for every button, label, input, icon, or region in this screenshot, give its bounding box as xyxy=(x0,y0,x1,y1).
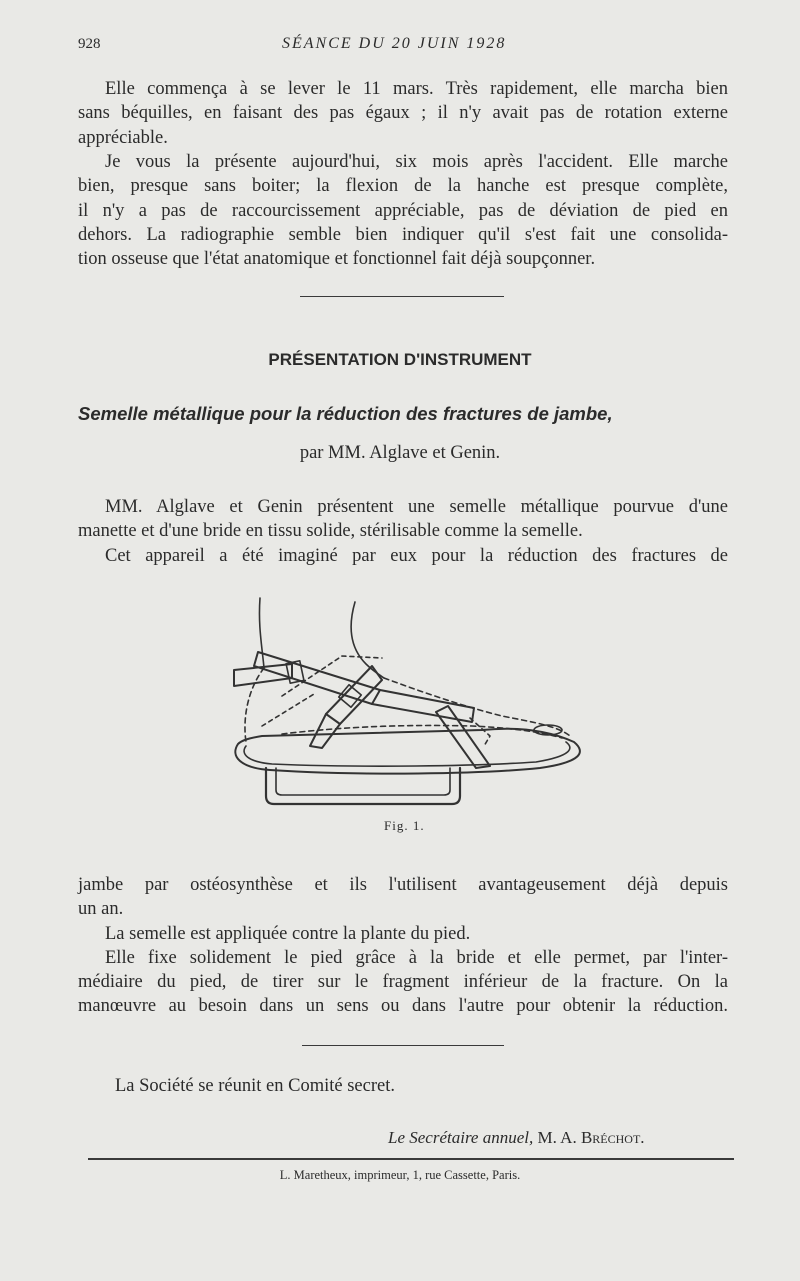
signature-role: Le Secrétaire annuel, xyxy=(388,1128,534,1147)
text-line: médiaire du pied, de tirer sur le fragment inférieur de la fracture. On la xyxy=(78,972,728,993)
signature xyxy=(388,1128,645,1148)
text-line: manœuvre au besoin dans un sens ou dans l'autre pour obtenir la réduction. xyxy=(78,996,728,1017)
footer-rule xyxy=(88,1158,734,1160)
text-line: Elle fixe solidement le pied grâce à la bride et elle permet, par l'inter- xyxy=(105,947,728,968)
section-divider xyxy=(300,296,504,297)
society-line: La Société se réunit en Comité secret. xyxy=(115,1076,395,1096)
text-line: manette et d'une bride en tissu solide, stérilisable comme la semelle. xyxy=(78,521,583,542)
text-line: Je vous la présente aujourd'hui, six mois après l'accident. Elle marche xyxy=(105,152,728,172)
text-line: jambe par ostéosynthèse et ils l'utilisent avantageusement déjà depuis xyxy=(78,875,728,895)
section-heading: PRÉSENTATION D'INSTRUMENT xyxy=(268,350,532,369)
text-line: Cet appareil a été imaginé par eux pour la réduction des fractures de xyxy=(105,545,728,566)
paragraph-top-2 xyxy=(78,150,728,271)
paragraph-top-1 xyxy=(78,77,728,150)
text-line: sans béquilles, en faisant des pas égaux ; il n'y avait pas de rotation externe xyxy=(78,103,728,124)
text-line: Elle commença à se lever le 11 mars. Très rapidement, elle marcha bien xyxy=(105,79,728,99)
printer-imprint: L. Maretheux, imprimeur, 1, rue Cassette, Paris. xyxy=(279,1168,521,1182)
byline: par MM. Alglave et Genin. xyxy=(299,443,501,463)
text-line: dehors. La radiographie semble bien indiquer qu'il s'est fait une consolida- xyxy=(78,224,728,245)
text-line: appréciable. xyxy=(78,127,168,148)
signature-name: M. A. Bréchot. xyxy=(537,1128,645,1147)
text-line: La semelle est appliquée contre la plante du pied. xyxy=(105,923,471,944)
figure-caption: Fig. 1. xyxy=(384,818,425,833)
paragraph-body-1 xyxy=(78,495,728,568)
running-title: SÉANCE DU 20 JUIN 1928 xyxy=(282,35,507,52)
text-line: bien, presque sans boiter; la flexion de la hanche est presque complète, xyxy=(78,176,728,197)
page-number: 928 xyxy=(78,36,101,52)
paragraph-body-2 xyxy=(78,873,728,1019)
closing-divider xyxy=(302,1045,504,1046)
text-line: MM. Alglave et Genin présentent une semelle métallique pourvue d'une xyxy=(105,497,728,517)
text-line: tion osseuse que l'état anatomique et fonctionnel fait déjà soupçonner. xyxy=(78,249,596,270)
text-line: un an. xyxy=(78,899,124,920)
sandal-figure xyxy=(222,596,590,808)
text-line: il n'y a pas de raccourcissement appréciable, pas de déviation de pied en xyxy=(78,200,728,221)
article-title: Semelle métallique pour la réduction des fractures de jambe, xyxy=(78,403,613,424)
